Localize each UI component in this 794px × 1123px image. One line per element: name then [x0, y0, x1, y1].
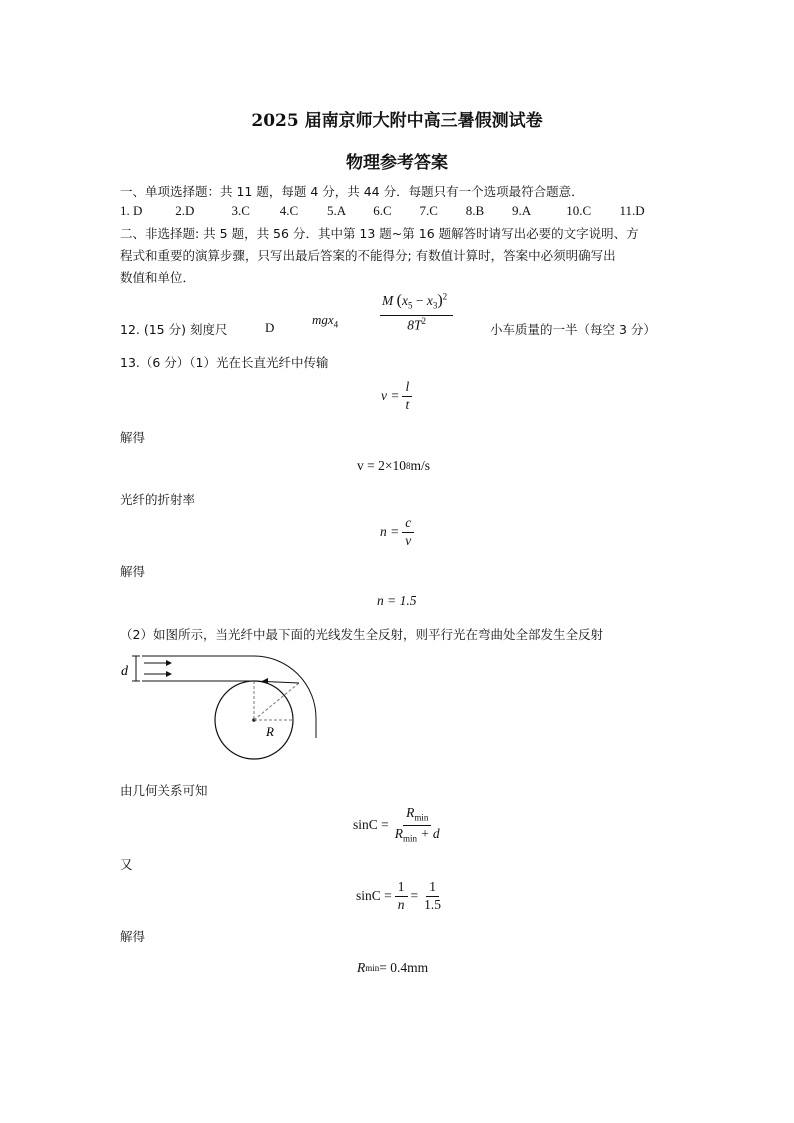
q13-solve3: 解得 — [120, 929, 146, 944]
q13-eq5-num: R — [406, 805, 415, 820]
R-label: R — [266, 724, 274, 739]
q12-x3: x — [426, 293, 433, 308]
q13-eq3 — [380, 516, 414, 549]
document-subtitle: 物理参考答案 — [346, 153, 448, 173]
q13-eq6 — [356, 880, 444, 913]
q12-fraction: $\frac{M (x_5 - x_3)^2}{8T^2}$ — [380, 292, 453, 333]
q12-minus: − — [415, 293, 424, 308]
q13-eq5 — [353, 806, 443, 844]
answer-item: 2.D — [175, 203, 195, 218]
answer-item: 9.A — [512, 203, 532, 218]
answer-item: 1. D — [120, 203, 143, 218]
q13-eq7-sub: min — [365, 963, 380, 973]
q12-mgx4 — [312, 312, 338, 330]
q13-eq3-lhs: n = — [380, 524, 400, 540]
q13-eq2-exp: 8 — [405, 461, 411, 471]
q13-eq6-num1: 1 — [395, 880, 408, 897]
q13-eq3-num: c — [402, 516, 414, 533]
q13-intro: 13.（6 分）（1）光在长直光纤中传输 — [120, 355, 329, 370]
q12-x5-sub: 5 — [407, 300, 413, 311]
q13-eq5-den: R — [394, 825, 403, 841]
section1-heading: 一、单项选择题：共 11 题，每题 4 分，共 44 分．每题只有一个选项最符合题意． — [120, 184, 584, 199]
q13-eq1-num: l — [402, 380, 412, 397]
arrow-head-1 — [166, 660, 172, 666]
d-label: d — [121, 664, 128, 679]
q12-den-exp: 2 — [421, 315, 426, 326]
q13-eq7-R: R — [357, 960, 366, 975]
answer-item: 4.C — [279, 203, 299, 218]
q13-eq6-lhs: sinC = — [356, 888, 392, 904]
q12-answer-d: D — [265, 320, 275, 335]
q13-eq3-den: v — [405, 532, 412, 548]
answer-item: 7.C — [419, 203, 438, 218]
q13-eq6-den2: 1.5 — [424, 896, 441, 912]
answer-item: 11.D — [619, 203, 645, 218]
q13-eq1 — [381, 380, 412, 413]
q13-eq6-num2: 1 — [426, 880, 439, 897]
fiber-bend-figure — [118, 650, 328, 768]
q13-eq7 — [357, 960, 428, 976]
q13-refraction-label: 光纤的折射率 — [120, 492, 196, 507]
section2-heading-line3: 数值和单位． — [120, 270, 196, 285]
q13-eq6-den1: n — [397, 896, 405, 912]
q12-label: 12. (15 分) 刻度尺 — [120, 322, 228, 337]
answer-item: 10.C — [566, 203, 592, 218]
q13-geometry-label: 由几何关系可知 — [120, 783, 208, 798]
q12-M: M — [382, 293, 394, 308]
q12-x5: x — [401, 293, 408, 308]
q12-mgx-sub: 4 — [333, 319, 339, 330]
answer-item: 3.C — [231, 203, 250, 218]
q13-also: 又 — [120, 857, 133, 872]
q13-eq2-main: v = 2×10 — [357, 458, 406, 473]
q13-eq6-equals: = — [410, 888, 419, 904]
q13-eq2-unit: m/s — [410, 458, 430, 473]
section2-heading-line1: 二、非选择题: 共 5 题，共 56 分．其中第 13 题~第 16 题解答时请写出必要的文字说明、方 — [120, 226, 639, 241]
section1-answer-list — [120, 203, 645, 219]
q13-part2-intro: （2）如图所示，当光纤中最下面的光线发生全反射，则平行光在弯曲处全部发生全反射 — [120, 627, 603, 642]
q13-eq5-lhs: sinC = — [353, 817, 389, 833]
q12-mgx: mgx — [312, 312, 334, 327]
q13-eq4: n = 1.5 — [377, 593, 417, 608]
q13-solve2: 解得 — [120, 564, 146, 579]
q12-tail: 小车质量的一半（每空 3 分） — [490, 322, 656, 337]
arrow-head-2 — [166, 671, 172, 677]
fiber-outer-wall — [142, 656, 316, 738]
answer-item: 6.C — [373, 203, 392, 218]
q13-solve1: 解得 — [120, 430, 146, 445]
section2-heading-line2: 程式和重要的演算步骤，只写出最后答案的不能得分; 有数值计算时，答案中必须明确写出 — [120, 248, 616, 263]
q13-eq5-den-sub: min — [403, 833, 418, 844]
q13-eq7-rhs: = 0.4mm — [379, 960, 429, 975]
answer-item: 8.B — [465, 203, 485, 218]
q13-eq5-den-tail: + d — [417, 825, 440, 841]
q13-eq1-den: t — [405, 396, 410, 412]
q12-num-exp: 2 — [442, 291, 448, 302]
q13-eq1-lhs: v = — [381, 388, 400, 404]
document-title: 2025 届南京师大附中高三暑假测试卷 — [251, 111, 543, 131]
q12-den: 8T — [407, 317, 422, 333]
answer-item: 5.A — [327, 203, 347, 218]
q12-x3-sub: 3 — [432, 300, 438, 311]
q13-eq2 — [357, 458, 430, 474]
q13-eq5-num-sub: min — [414, 812, 429, 823]
